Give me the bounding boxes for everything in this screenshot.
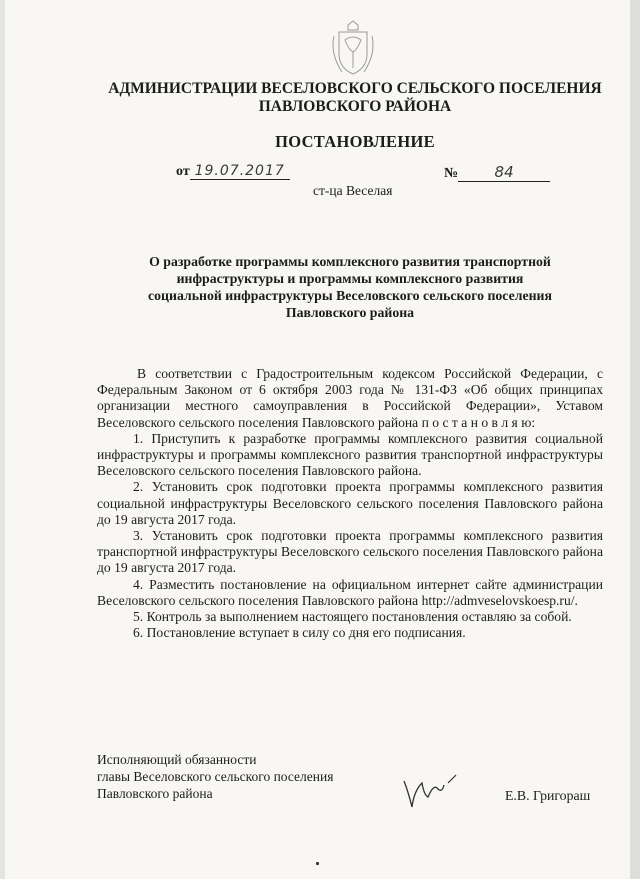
handwritten-signature-icon <box>398 773 460 813</box>
signer-name: Е.В. Григораш <box>505 788 591 803</box>
document-type: ПОСТАНОВЛЕНИЕ <box>275 132 435 151</box>
intro-paragraph: В соответствии с Градостроительным кодексом Российской Федерации, с Федеральным Законом от 6 октября 2003 года № 131-ФЗ «Об общих принципах организации местного самоуправления в Российской Федерации», Уставом Веселовского сельского поселения Павловского района п о с т а н о в л я ю: <box>97 366 603 430</box>
title-line-2: инфраструктуры и программы комплексного развития <box>176 271 524 286</box>
list-item: 1. Приступить к разработке программы комплексного развития социальной инфраструктуры и программы комплексного развития транспортной инфраструктуры Веселовского сельского поселения Павловского района. <box>97 430 603 479</box>
signer-position <box>97 751 333 802</box>
number-value: 84 <box>458 163 550 182</box>
signer-position-line-1: Исполняющий обязанности <box>97 752 257 767</box>
organization-line-2: ПАВЛОВСКОГО РАЙОНА <box>258 98 452 115</box>
title-line-1: О разработке программы комплексного развития транспортной <box>149 254 551 269</box>
signer-position-line-3: Павловского района <box>97 786 213 801</box>
organization-line-1: АДМИНИСТРАЦИИ ВЕСЕЛОВСКОГО СЕЛЬСКОГО ПОСЕЛЕНИЯ <box>108 80 602 97</box>
date-value: 19.07.2017 <box>190 163 290 180</box>
list-item: 5. Контроль за выполнением настоящего постановления оставляю за собой. <box>133 609 572 625</box>
date-prefix: от <box>176 164 190 179</box>
title-line-4: Павловского района <box>285 305 415 320</box>
list-item: 3. Установить срок подготовки проекта программы комплексного развития транспортной инфраструктуры Веселовского сельского поселения Павловского района до 19 августа 2017 года. <box>97 528 603 576</box>
title-line-3: социальной инфраструктуры Веселовского сельского поселения <box>148 288 552 303</box>
document-number <box>444 163 550 182</box>
list-item: 2. Установить срок подготовки проекта программы комплексного развития социальной инфраструктуры Веселовского сельского поселения Павловского района до 19 августа 2017 года. <box>97 479 603 527</box>
coat-of-arms-icon <box>328 20 378 82</box>
signer-position-line-2: главы Веселовского сельского поселения <box>97 769 334 784</box>
scan-edge-left <box>0 0 5 879</box>
scan-edge-right <box>630 0 640 879</box>
list-item: 4. Разместить постановление на официальном интернет сайте администрации Веселовского сельского поселения Павловского района http://admveselovskoesp.ru/. <box>97 576 603 608</box>
document-date <box>176 163 290 180</box>
organization-name <box>100 80 610 116</box>
document-place: ст-ца Веселая <box>313 183 393 198</box>
number-prefix: № <box>444 166 459 181</box>
scan-speck <box>316 862 319 865</box>
document-title <box>110 253 590 321</box>
document-body <box>97 366 603 641</box>
list-item: 6. Постановление вступает в силу со дня его подписания. <box>133 625 466 641</box>
